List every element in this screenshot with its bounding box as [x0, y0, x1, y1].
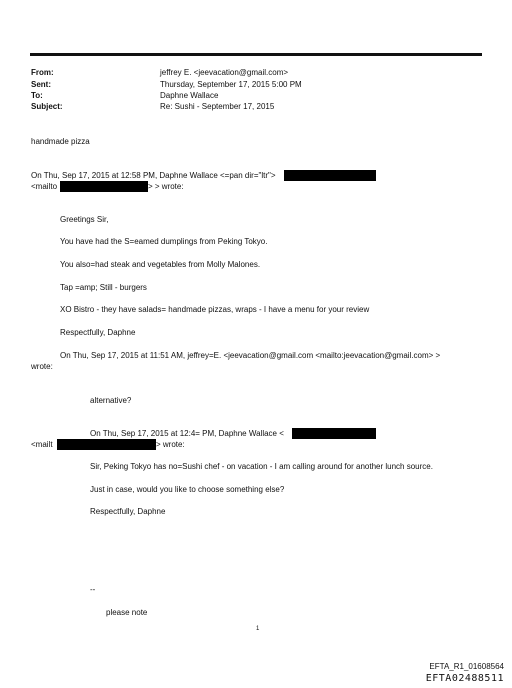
greeting: Greetings Sir,: [60, 215, 109, 224]
please-note-text: please note: [106, 608, 148, 617]
quote1-line2-end: > > wrote:: [148, 182, 184, 191]
subject-value: Re: Sushi - September 17, 2015: [160, 102, 275, 111]
subject-label: Subject:: [31, 102, 63, 111]
alternative-text: alternative?: [90, 396, 132, 405]
quote1-line2-start: <mailto: [31, 182, 58, 191]
paragraph-1: You have had the S=eamed dumplings from Peking Tokyo.: [60, 237, 268, 246]
signature-1: Respectfully, Daphne: [60, 328, 136, 337]
bates-number-small: EFTA_R1_01608564: [429, 662, 504, 671]
quote2-line2: wrote:: [31, 362, 53, 371]
paragraph-4: XO Bistro - they have salads= handmade pizzas, wraps - I have a menu for your review: [60, 305, 370, 314]
reply-text: handmade pizza: [31, 137, 90, 146]
sent-label: Sent:: [31, 80, 51, 89]
redaction-block: [292, 428, 376, 439]
signature-dashes: --: [90, 585, 96, 594]
redaction-block: [284, 170, 376, 181]
to-label: To:: [31, 91, 43, 100]
quote1-line1: On Thu, Sep 17, 2015 at 12:58 PM, Daphne Wallace <=pan dir="ltr">: [31, 171, 276, 180]
to-value: Daphne Wallace: [160, 91, 219, 100]
from-value: jeffrey E. <jeevacation@gmail.com>: [160, 68, 289, 77]
page-number: 1: [256, 626, 260, 632]
sent-value: Thursday, September 17, 2015 5:00 PM: [160, 80, 302, 89]
paragraph-5: Sir, Peking Tokyo has no=Sushi chef - on vacation - I am calling around for another lunch source.: [90, 462, 433, 471]
quote3-line2-end: > wrote:: [156, 440, 185, 449]
paragraph-6: Just in case, would you like to choose something else?: [90, 485, 285, 494]
quote3-line1: On Thu, Sep 17, 2015 at 12:4= PM, Daphne Wallace <: [90, 429, 284, 438]
redaction-block: [57, 439, 156, 450]
redaction-block: [60, 181, 148, 192]
quote3-line2-start: <mailt: [31, 440, 53, 449]
from-label: From:: [31, 68, 54, 77]
quote2-line1: On Thu, Sep 17, 2015 at 11:51 AM, jeffrey=E. <jeevacation@gmail.com <mailto:jeevacation@gmail.com> >: [60, 351, 441, 360]
paragraph-2: You also=had steak and vegetables from Molly Malones.: [60, 260, 261, 269]
header-rule: [30, 53, 482, 56]
signature-2: Respectfully, Daphne: [90, 507, 166, 516]
paragraph-3: Tap =amp; Still - burgers: [60, 283, 147, 292]
bates-number-large: EFTA02488511: [425, 673, 504, 684]
